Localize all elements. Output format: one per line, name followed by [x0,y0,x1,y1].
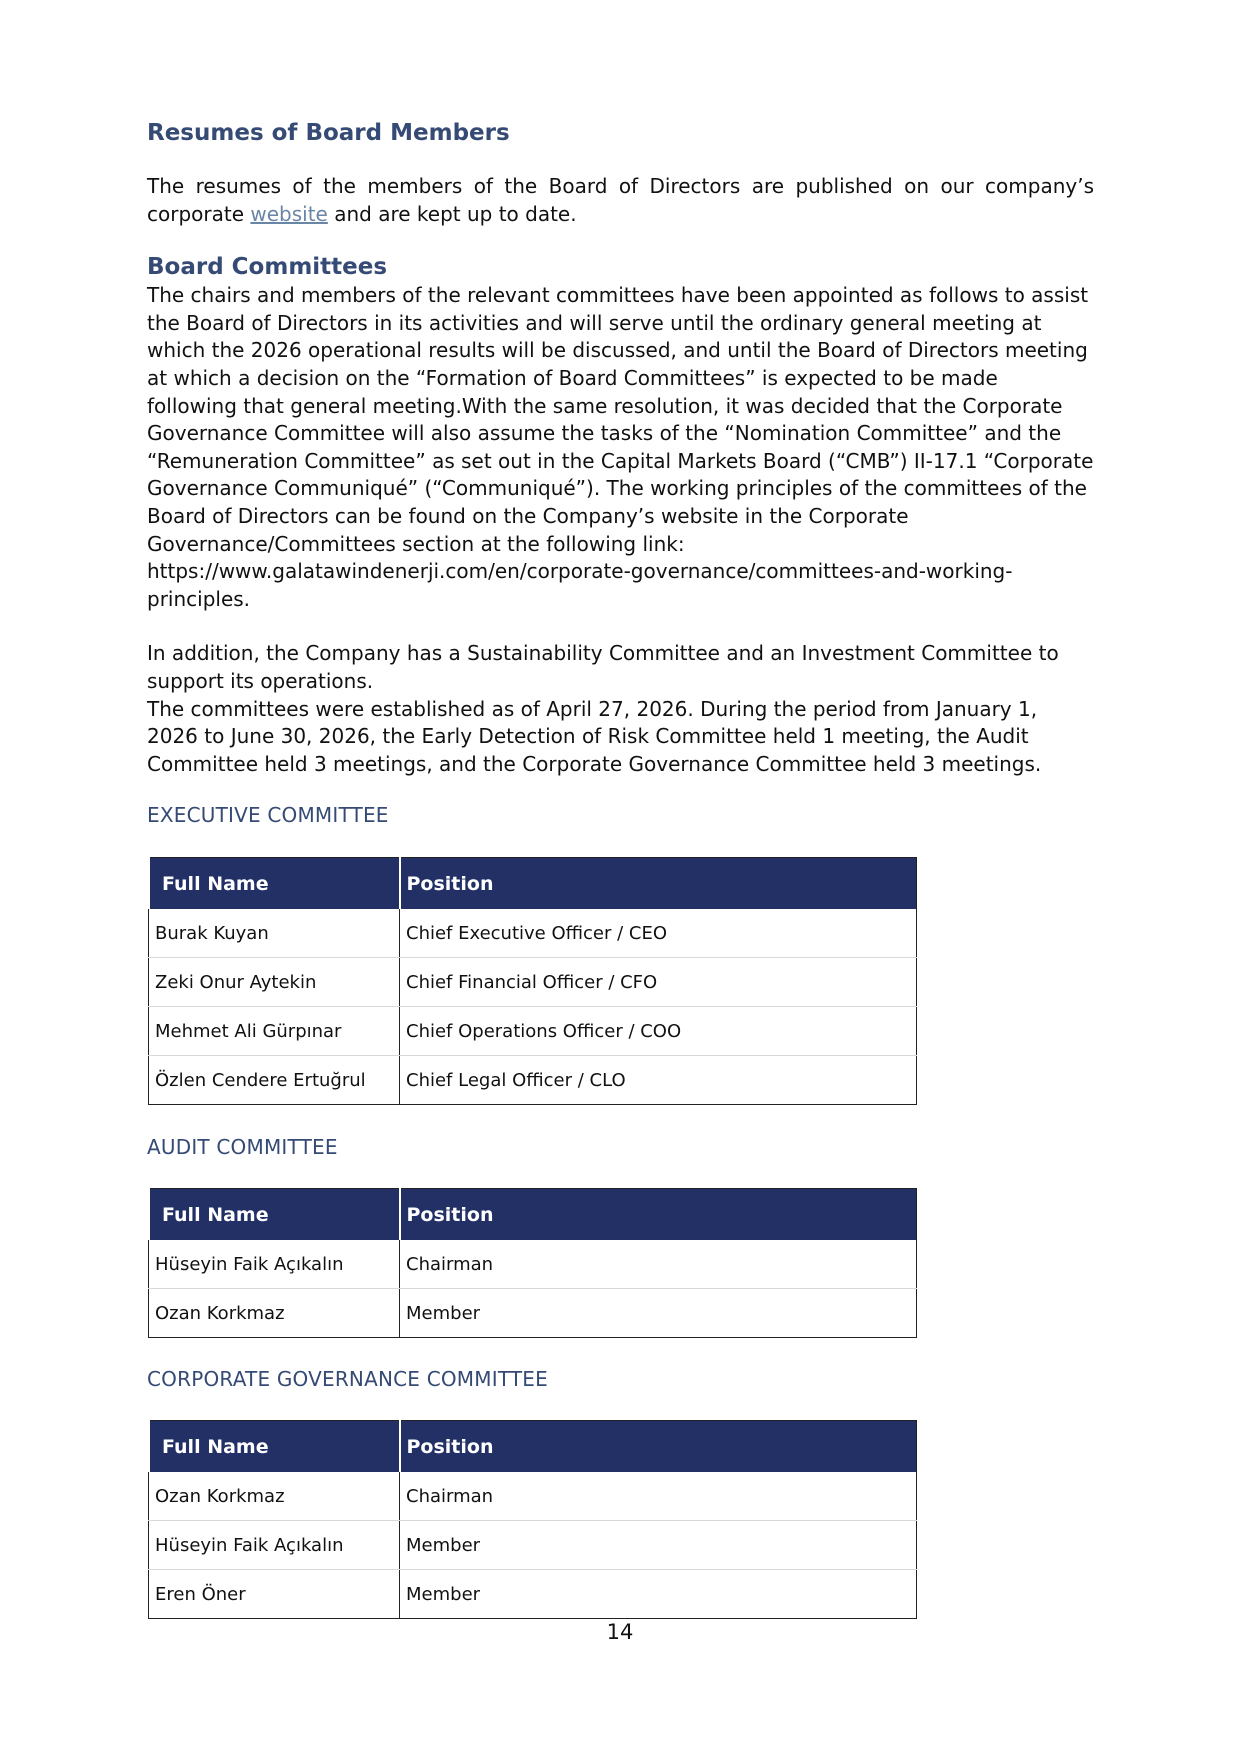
position-header: Position [400,858,917,910]
member-position: Member [400,1570,917,1619]
resumes-text-after: and are kept up to date. [334,201,577,226]
member-name: Özlen Cendere Ertuğrul [149,1056,400,1105]
member-position: Chief Legal Officer / CLO [400,1056,917,1105]
committees-text: The chairs and members of the relevant committees have been appointed as follows to assist the Board of Directors in its activities and will serve until the ordinary general meeting at which the 2026 operational results will be discussed, and until the Board of Directors meeting at which a decision on the “Formation of Board Committees” is expected to be made following that general meeting.With the same resolution, it was decided that the Corporate Governance Committee will also assume the tasks of the “Nomination Committee” and the “Remuneration Committee” as set out in the Capital Markets Board (“CMB”) II-17.1 “Corporate Governance Communiqué” (“Communiqué”). The working principles of the committees of the Board of Directors can be found on the Company’s website in the Corporate Governance/Committees section at the following link: [147,283,1094,556]
audit-committee-table [147,1188,917,1338]
executive-committee-table [147,857,917,1105]
member-position: Chief Financial Officer / CFO [400,958,917,1007]
member-position: Chief Executive Officer / CEO [400,909,917,958]
meetings-text: The committees were established as of April 27, 2026. During the period from January 1, 2026 to June 30, 2026, the Early Detection of Risk Committee held 1 meeting, the Audit Committee held 3 meetings, and the Corporate Governance Committee held 3 meetings. [147,696,1042,776]
member-name: Mehmet Ali Gürpınar [149,1007,400,1056]
member-name: Hüseyin Faik Açıkalın [149,1240,400,1289]
table-row [149,1472,917,1521]
member-name: Ozan Korkmaz [149,1472,400,1521]
member-name: Ozan Korkmaz [149,1289,400,1338]
committees-paragraph [147,282,1094,613]
website-link[interactable]: website [250,201,328,226]
table-row [149,1056,917,1105]
table-row [149,958,917,1007]
executive-committee-title: EXECUTIVE COMMITTEE [147,803,389,828]
resumes-text: The resumes of the members of the Board of Directors are published on our company’s corporate [147,174,1094,226]
table-row [149,1289,917,1338]
member-position: Chairman [400,1472,917,1521]
committees-heading: Board Committees [147,254,388,281]
member-name: Hüseyin Faik Açıkalın [149,1521,400,1570]
governance-committee-table [147,1420,917,1619]
table-header-row [149,1189,917,1241]
table-row [149,1570,917,1619]
member-name: Zeki Onur Aytekin [149,958,400,1007]
table-header-row [149,858,917,910]
full-name-header: Full Name [149,858,400,910]
member-position: Chief Operations Officer / COO [400,1007,917,1056]
resumes-heading: Resumes of Board Members [147,120,510,146]
audit-committee-title: AUDIT COMMITTEE [147,1135,338,1160]
table-row [149,1240,917,1289]
resumes-paragraph [147,173,1094,228]
position-header: Position [400,1421,917,1473]
member-position: Member [400,1289,917,1338]
table-row [149,1007,917,1056]
page-number: 14 [606,1620,634,1644]
table-header-row [149,1421,917,1473]
member-name: Eren Öner [149,1570,400,1619]
table-row [149,1521,917,1570]
additional-committees-text: In addition, the Company has a Sustainability Committee and an Investment Committee to support its operations. [147,641,1059,693]
full-name-header: Full Name [149,1189,400,1241]
table-row [149,909,917,958]
member-position: Member [400,1521,917,1570]
position-header: Position [400,1189,917,1241]
committees-url: https://www.galatawindenerji.com/en/corporate-governance/committees-and-working-principles. [147,559,1013,611]
member-name: Burak Kuyan [149,909,400,958]
member-position: Chairman [400,1240,917,1289]
full-name-header: Full Name [149,1421,400,1473]
document-page [147,120,1094,1619]
governance-committee-title: CORPORATE GOVERNANCE COMMITTEE [147,1367,548,1392]
